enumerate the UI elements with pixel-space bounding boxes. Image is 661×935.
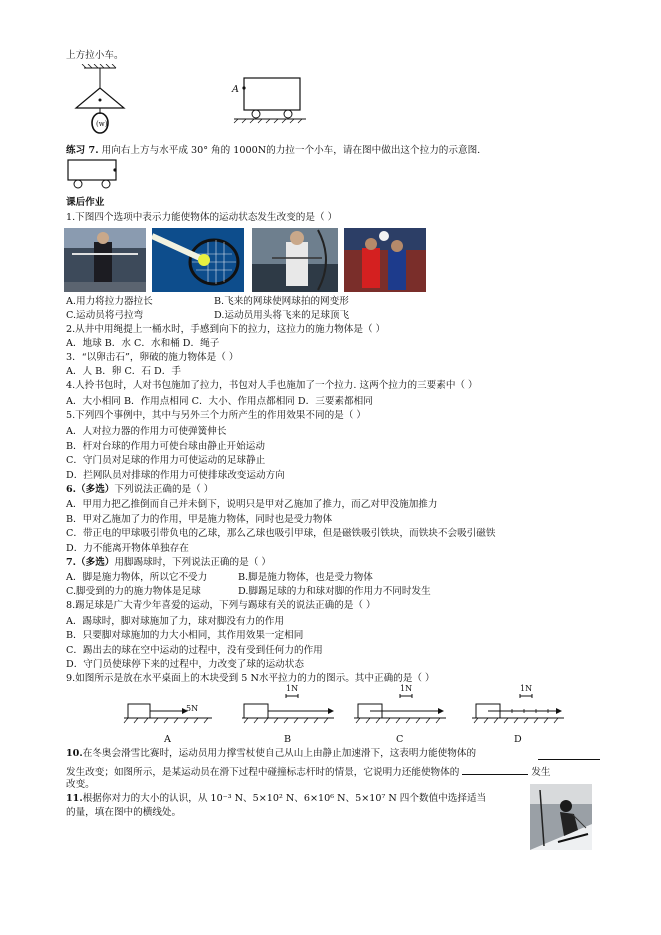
q10-text2a: 发生改变；如图所示，是某运动员在滑下过程中碰撞标志杆时的情景，它说明力还能使物体的 (66, 767, 460, 778)
q5-stem: 5.下列四个事例中，其中与另外三个力所产生的作用效果不同的是（ ） (66, 410, 367, 421)
q2-stem: 2.从井中用绳提上一桶水时，手感到向下的拉力，这拉力的施力物体是（ ） (66, 324, 386, 335)
svg-text:(w): (w) (96, 120, 108, 128)
q7-num: 7. (66, 557, 77, 568)
q9-figure-c (352, 684, 448, 748)
q9-choice-c: C (396, 734, 404, 745)
practice-7-label: 练习 7. (66, 145, 99, 156)
small-cart-figure (64, 158, 120, 190)
q9-choice-a: A (164, 734, 171, 745)
section-title: 课后作业 (66, 197, 105, 208)
hanging-weight-figure (70, 64, 130, 136)
q9-d-scale-label: 1N (520, 684, 533, 693)
q11-line1 (66, 793, 486, 805)
q7-options-row2 (66, 586, 431, 598)
q11-text1: 根据你对力的大小的认识，从 10⁻³ N、5×10² N、6×10⁶ N、5×10⁷ N 四个数值中选择适当 (82, 793, 487, 804)
photo-soccer-header (344, 228, 426, 292)
photo-pull-exerciser (64, 228, 146, 292)
q9-b-scale-label: 1N (286, 684, 299, 693)
q7-stem: 用脚踢球时，下列说法正确的是（ ） (114, 557, 271, 568)
q10-line3: 改变。 (66, 779, 95, 790)
q7-option-c: C.脚受到的力的施力物体是足球 (66, 586, 201, 597)
q9-choice-d: D (514, 734, 522, 745)
q2-options: A．地球 B．水 C．水和桶 D．绳子 (66, 338, 220, 349)
q1-option-a: A.用力将拉力器拉长 (66, 296, 153, 307)
q1-option-b: B.飞来的网球使网球拍的网变形 (214, 296, 349, 307)
q4-stem: 4.人拎书包时，人对书包施加了拉力，书包对人手也施加了一个拉力. 这两个拉力的三要素中（ ） (66, 380, 478, 391)
q6-num: 6. (66, 484, 77, 495)
q3-stem: 3．“以卵击石”，卵破的施力物体是（ ） (66, 352, 239, 363)
q7-stem-line (66, 557, 271, 569)
q9-figure-b (240, 684, 336, 748)
practice-7-text: 用向右上方与水平成 30° 角的 1000N的力拉一个小车，请在图中做出这个拉力的示意图. (101, 145, 481, 156)
q10-text1: 在冬奥会滑雪比赛时，运动员用力撑雪杖使自己从山上由静止加速滑下，这表明力能使物体的 (82, 748, 477, 759)
q1-option-d: D.运动员用头将飞来的足球顶飞 (214, 310, 350, 321)
photo-skier (530, 784, 592, 850)
practice-7 (66, 145, 480, 157)
q1-stem: 1.下图四个选项中表示力能使物体的运动状态发生改变的是（ ） (66, 212, 338, 223)
q6-tag: （多选） (76, 484, 115, 495)
q6-option-d: D．力不能离开物体单独存在 (66, 543, 189, 554)
q3-options: A．人 B．卵 C．石 D．手 (66, 366, 181, 377)
q8-option-a: A．踢球时，脚对球施加了力，球对脚没有力的作用 (66, 616, 284, 627)
q10-text2b: 发生 (531, 767, 551, 778)
q11-num: 11. (66, 793, 83, 804)
photo-tennis-racket (152, 228, 244, 292)
q11-line2: 的量，填在图中的横线处。 (66, 807, 182, 818)
q10-blank-2[interactable] (462, 764, 528, 775)
q8-stem: 8.踢足球是广大青少年喜爱的运动，下列与踢球有关的说法正确的是（ ） (66, 600, 376, 611)
q10-blank-1[interactable] (538, 758, 600, 760)
q9-choice-b: B (284, 734, 292, 745)
q10-line1 (66, 748, 476, 760)
q9-stem: 9.如图所示是放在水平桌面上的木块受到 5 N水平拉力的力的图示。其中正确的是（ ） (66, 673, 435, 684)
q6-stem: 下列说法正确的是（ ） (114, 484, 214, 495)
q5-option-c: C．守门员对足球的作用力可使运动的足球静止 (66, 455, 266, 466)
q7-option-d: D.脚踢足球的力和球对脚的作用力不同时发生 (238, 586, 431, 597)
q7-option-b: B.脚是施力物体，也是受力物体 (238, 572, 373, 583)
q5-option-a: A．人对拉力器的作用力可使弹簧伸长 (66, 426, 227, 437)
q6-option-b: B．甲对乙施加了力的作用，甲是施力物体，同时也是受力物体 (66, 514, 333, 525)
q8-option-d: D．守门员使球停下来的过程中，力改变了球的运动状态 (66, 659, 304, 670)
photo-archer (252, 228, 338, 292)
q9-figure-a (120, 690, 216, 748)
point-a-label: A (232, 84, 239, 95)
q8-option-c: C．踢出去的球在空中运动的过程中，没有受到任何力的作用 (66, 645, 323, 656)
q9-figure-d (470, 684, 566, 748)
q6-option-a: A．甲用力把乙推倒而自己并未倒下，说明只是甲对乙施加了推力，而乙对甲没施加推力 (66, 499, 438, 510)
q7-tag: （多选） (76, 557, 115, 568)
q5-option-b: B．杆对台球的作用力可使台球由静止开始运动 (66, 441, 265, 452)
q7-option-a: A．脚是施力物体，所以它不受力 (66, 572, 208, 583)
q7-options-row1 (66, 572, 373, 584)
intro-text: 上方拉小车。 (66, 50, 124, 61)
q6-stem-line (66, 484, 213, 496)
q1-option-c: C.运动员将弓拉弯 (66, 310, 144, 321)
q10-num: 10. (66, 748, 83, 759)
q9-c-scale-label: 1N (400, 684, 413, 693)
q9-a-force-label: 5N (186, 704, 199, 713)
q6-option-c: C．带正电的甲球吸引带负电的乙球，那么乙球也吸引甲球，但是磁铁吸引铁块，而铁块不会吸引磁铁 (66, 528, 496, 539)
q8-option-b: B．只要脚对球施加的力大小相同，其作用效果一定相同 (66, 630, 304, 641)
q1-options-row1 (66, 296, 349, 308)
q5-option-d: D．拦网队员对排球的作用力可使排球改变运动方向 (66, 470, 285, 481)
q4-options: A．大小相同 B．作用点相同 C．大小、作用点都相同 D．三要素都相同 (66, 396, 373, 407)
cart-figure (228, 74, 308, 126)
q1-options-row2 (66, 310, 349, 322)
q10-line2 (66, 764, 551, 779)
